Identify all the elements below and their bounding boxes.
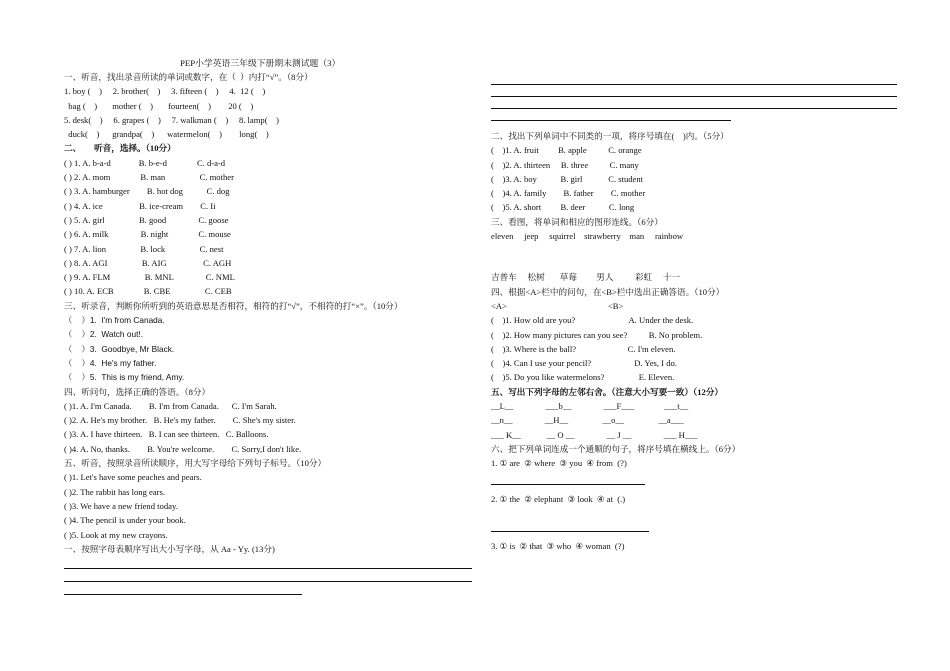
sentence-item: 1. ① are ② where ③ you ④ from (?) bbox=[491, 458, 627, 469]
column-labels: <A> <B> bbox=[491, 300, 624, 311]
section-2-heading: 二、 听音，选择。（10分） bbox=[64, 143, 176, 154]
section-1-row: 5. desk( ) 6. grapes ( ) 7. walkman ( ) 8. lamp( ) bbox=[64, 114, 280, 125]
section-4-row: ( )1. A. I'm Canada. B. I'm from Canada. C. I'm Sarah. bbox=[64, 400, 277, 411]
right-section-2-heading: 二、找出下列单词中不同类的一项，将序号填在( )内。（5分） bbox=[491, 131, 729, 141]
right-section-4-row: ( )2. How many pictures can you see? B. No problem. bbox=[491, 329, 703, 340]
answer-line bbox=[491, 120, 731, 121]
section-5-heading: 五、听音，按照录音所读顺序，用大写字母给下列句子标号。（10分） bbox=[64, 458, 327, 469]
letter-row: __n__ __H__ __o__ __a___ bbox=[491, 415, 684, 426]
section-2-row: ( ) 8. A. AGI B. AIG C. AGH bbox=[64, 257, 232, 268]
sentence-item: 2. ① the ② elephant ③ look ④ at (.) bbox=[491, 493, 626, 504]
section-3-row: （ ）5. This is my friend, Amy. bbox=[64, 372, 185, 383]
letter-row: ___ K__ __ O __ __ J __ ___ H___ bbox=[491, 429, 698, 440]
section-4-heading: 四、听问句，选择正确的答语。（8分） bbox=[64, 386, 211, 397]
section-5-row: ( )1. Let's have some peaches and pears. bbox=[64, 472, 202, 483]
right-section-2-row: ( )2. A. thirteen B. three C. many bbox=[491, 159, 639, 170]
section-4-row: ( )3. A. I have thirteen. B. I can see thirteen. C. Balloons. bbox=[64, 429, 269, 440]
section-3-row: （ ）4. He's my father. bbox=[64, 357, 157, 368]
right-section-6-heading: 六、把下列单词连成一个通顺的句子，将序号填在横线上。（6分） bbox=[491, 443, 741, 454]
section-4-row: ( )2. A. He's my brother. B. He's my father. C. She's my sister. bbox=[64, 415, 296, 426]
picture-words: eleven jeep squirrel strawberry man rainbow bbox=[491, 231, 684, 242]
section-2-row: ( ) 9. A. FLM B. MNL C. NML bbox=[64, 272, 235, 283]
right-section-3-heading: 三、看图，将单词和相应的图形连线。（6分） bbox=[491, 216, 663, 227]
section-1-heading: 一、听音，找出录音所读的单词或数字，在（ ）内打“√”。（8分） bbox=[64, 72, 313, 82]
section-5-row: ( )5. Look at my new crayons. bbox=[64, 529, 168, 540]
section-2-row: ( ) 6. A. milk B. night C. mouse bbox=[64, 229, 231, 240]
section-1-row: bag ( ) mother ( ) fourteen( ) 20 ( ) bbox=[64, 100, 254, 111]
right-section-4-heading: 四、根据<A>栏中的问句，在<B>栏中选出正确答语。（10分） bbox=[491, 286, 725, 297]
chinese-words: 吉普车 松树 草莓 男人 彩虹 十一 bbox=[491, 272, 681, 283]
right-answer-lines bbox=[491, 84, 899, 121]
right-section-4-row: ( )3. Where is the ball? C. I'm eleven. bbox=[491, 343, 676, 354]
section-1-row: duck( ) grandpa( ) watermelon( ) long( ) bbox=[64, 129, 269, 140]
section-2-row: ( ) 5. A. girl B. good C. goose bbox=[64, 214, 229, 225]
section-6-heading: 一、按照字母表顺序写出大小写字母，从 Aa - Yy. (13分) bbox=[64, 543, 275, 554]
section-2-row: ( ) 3. A. hamburger B. hot dog C. dog bbox=[64, 186, 230, 197]
letter-row: __L__ ___b__ ___F___ ___t__ bbox=[491, 401, 689, 412]
section-2-row: ( ) 7. A. lion B. lock C. nest bbox=[64, 243, 224, 254]
left-column bbox=[64, 70, 476, 595]
right-section-2-row: ( )4. A. family B. father C. mother bbox=[491, 188, 646, 199]
section-5-row: ( )3. We have a new friend today. bbox=[64, 500, 178, 511]
right-section-5-heading: 五、写出下列字母的左邻右舍。（注意大小写要一致）（12分） bbox=[491, 386, 724, 397]
section-2-row: ( ) 10. A. ECB B. CBE C. CEB bbox=[64, 286, 232, 297]
right-section-4-row: ( )4. Can I use your pencil? D. Yes, I do. bbox=[491, 358, 677, 369]
section-2-row: ( ) 2. A. mom B. man C. mother bbox=[64, 172, 234, 183]
section-2-row: ( ) 4. A. ice B. ice-cream C. Ii bbox=[64, 200, 216, 211]
section-1-row: 1. boy ( ) 2. brother( ) 3. fifteen ( ) 4. 12 ( ) bbox=[64, 86, 266, 97]
answer-line bbox=[64, 594, 302, 595]
section-2-row: ( ) 1. A. b-a-d B. b-e-d C. d-a-d bbox=[64, 157, 226, 168]
page-title: PEP小学英语三年级下册期末测试题（3） bbox=[180, 58, 341, 68]
section-4-row: ( )4. A. No, thanks. B. You're welcome. C. Sorry,I don't like. bbox=[64, 443, 302, 454]
section-3-row: （ ）3. Goodbye, Mr Black. bbox=[64, 343, 175, 354]
sentence-item: 3. ① is ② that ③ who ④ woman (?) bbox=[491, 540, 625, 551]
section-3-row: （ ）2. Watch out!. bbox=[64, 329, 143, 340]
section-3-heading: 三、听录音，判断你所听到的英语意思是否相符，相符的打“√”，不相符的打“×”。（10分） bbox=[64, 300, 403, 311]
right-section-4-row: ( )1. How old are you? A. Under the desk. bbox=[491, 315, 694, 326]
right-column bbox=[491, 129, 911, 553]
section-5-row: ( )4. The pencil is under your book. bbox=[64, 515, 186, 526]
right-section-4-row: ( )5. Do you like watermelons? E. Eleven. bbox=[491, 372, 675, 383]
section-5-row: ( )2. The rabbit has long ears. bbox=[64, 486, 166, 497]
right-section-2-row: ( )5. A. short B. deer C. long bbox=[491, 202, 635, 213]
section-3-row: （ ）1. I'm from Canada. bbox=[64, 315, 165, 326]
right-section-2-row: ( )3. A. boy B. girl C. student bbox=[491, 173, 644, 184]
right-section-2-row: ( )1. A. fruit B. apple C. orange bbox=[491, 145, 642, 156]
